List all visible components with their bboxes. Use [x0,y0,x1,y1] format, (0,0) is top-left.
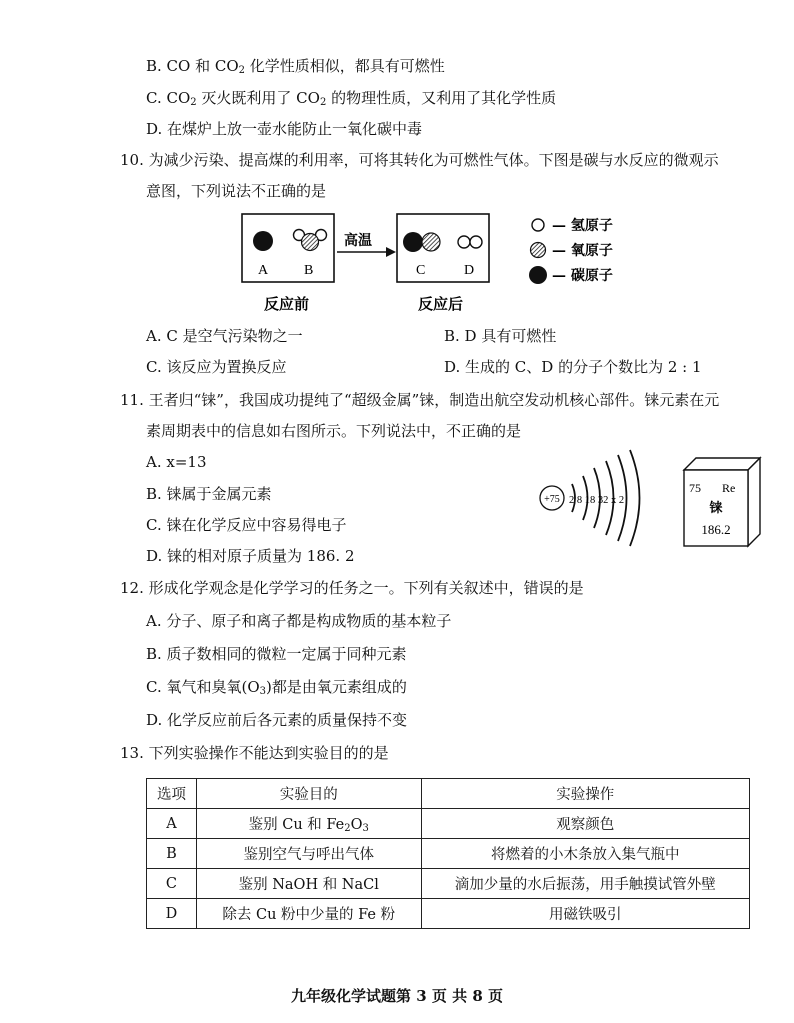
row-operation: 滴加少量的水后振荡，用手触摸试管外壁 [421,869,749,899]
row-operation: 用磁铁吸引 [421,899,749,929]
element-number: 75 [689,481,701,495]
q9-option-d: D. 在煤炉上放一壶水能防止一氧化碳中毒 [146,120,423,138]
row-operation: 将燃着的小木条放入集气瓶中 [421,839,749,869]
q9-option-b: B. CO 和 $CO_2$ 化学性质相似，都具有可燃性 [146,57,445,76]
legend-carbon-icon [529,266,547,284]
carbon-atom-a [253,231,273,251]
table-row [147,899,750,929]
q12-option-d: D. 化学反应前后各元素的质量保持不变 [146,711,408,729]
q12-option-c: C. 氧气和臭氧$(O_3)$都是由氧元素组成的 [146,678,407,697]
row-purpose: 除去 Cu 粉中少量的 Fe 粉 [196,899,421,929]
q11-option-d: D. 铼的相对原子质量为 186. 2 [146,547,355,565]
legend-oxygen: — 氧原子 [552,243,613,259]
shell-electrons: 2 8 18 32 x 2 [569,495,625,506]
element-name: 铼 [709,501,723,516]
q10-option-c: C. 该反应为置换反应 [146,358,287,376]
q12-stem: 12. 形成化学观念是化学学习的任务之一。下列有关叙述中，错误的是 [120,579,584,597]
row-option: A [147,809,197,839]
table-row [147,839,750,869]
q11-stem-line1: 11. 王者归“铼”，我国成功提纯了“超级金属”铼，制造出航空发动机核心部件。铼元素在元 [120,391,720,409]
row-option: B [147,839,197,869]
atom-structure-diagram [532,448,652,548]
q11-option-b: B. 铼属于金属元素 [146,485,272,503]
carbon-atom-c [403,232,423,252]
header-operation: 实验操作 [421,779,749,809]
arrow-label: 高温 [344,233,372,249]
reaction-diagram [238,208,658,318]
q9-option-c: C. $CO_2$ 灭火既利用了 $CO_2$ 的物理性质，又利用了其化学性质 [146,89,557,108]
page-footer: 九年级化学试题第 3 页 共 8 页 [291,987,503,1005]
q12-option-a: A. 分子、原子和离子都是构成物质的基本粒子 [146,612,452,630]
label-b: B [304,263,314,278]
table-row [147,809,750,839]
q12-option-b: B. 质子数相同的微粒一定属于同种元素 [146,645,407,663]
label-a: A [258,263,269,278]
arrow-head [386,247,396,257]
q10-option-b: B. D 具有可燃性 [444,327,557,345]
element-cell [680,456,764,548]
header-option: 选项 [147,779,197,809]
caption-before: 反应前 [264,295,310,313]
row-purpose: 鉴别空气与呼出气体 [196,839,421,869]
hydrogen-atom-d [470,236,482,248]
legend-hydrogen: — 氢原子 [552,218,613,234]
row-operation: 观察颜色 [421,809,749,839]
row-option: D [147,899,197,929]
q10-option-a: A. C 是空气污染物之一 [146,327,303,345]
legend-oxygen-icon [531,243,546,258]
element-symbol: Re [722,481,736,495]
table-row [147,869,750,899]
nucleus-charge: +75 [544,494,560,505]
oxygen-atom [302,234,319,251]
q10-stem-line1: 10. 为减少污染、提高煤的利用率，可将其转化为可燃性气体。下图是碳与水反应的微观示 [120,151,719,169]
label-c: C [416,263,426,278]
q11-stem-line2: 素周期表中的信息如右图所示。下列说法中，不正确的是 [146,422,522,440]
oxygen-atom-c [422,233,440,251]
experiment-table [146,778,750,929]
q11-option-a: A. x=13 [146,453,207,471]
legend-hydrogen-icon [532,219,544,231]
row-purpose: 鉴别 Cu 和 $Fe_2O_3$ [196,809,421,839]
element-mass: 186.2 [701,522,731,537]
header-purpose: 实验目的 [196,779,421,809]
row-option: C [147,869,197,899]
row-purpose: 鉴别 NaOH 和 NaCl [196,869,421,899]
before-box [242,214,334,282]
q10-option-d: D. 生成的 C、D 的分子个数比为 2 : 1 [444,358,702,376]
q13-stem: 13. 下列实验操作不能达到实验目的的是 [120,744,389,762]
label-d: D [464,263,475,278]
hydrogen-atom-d [458,236,470,248]
table-header-row [147,779,750,809]
legend-carbon: — 碳原子 [552,268,613,284]
caption-after: 反应后 [418,295,464,313]
q10-stem-line2: 意图，下列说法不正确的是 [146,182,327,200]
q11-option-c: C. 铼在化学反应中容易得电子 [146,516,347,534]
